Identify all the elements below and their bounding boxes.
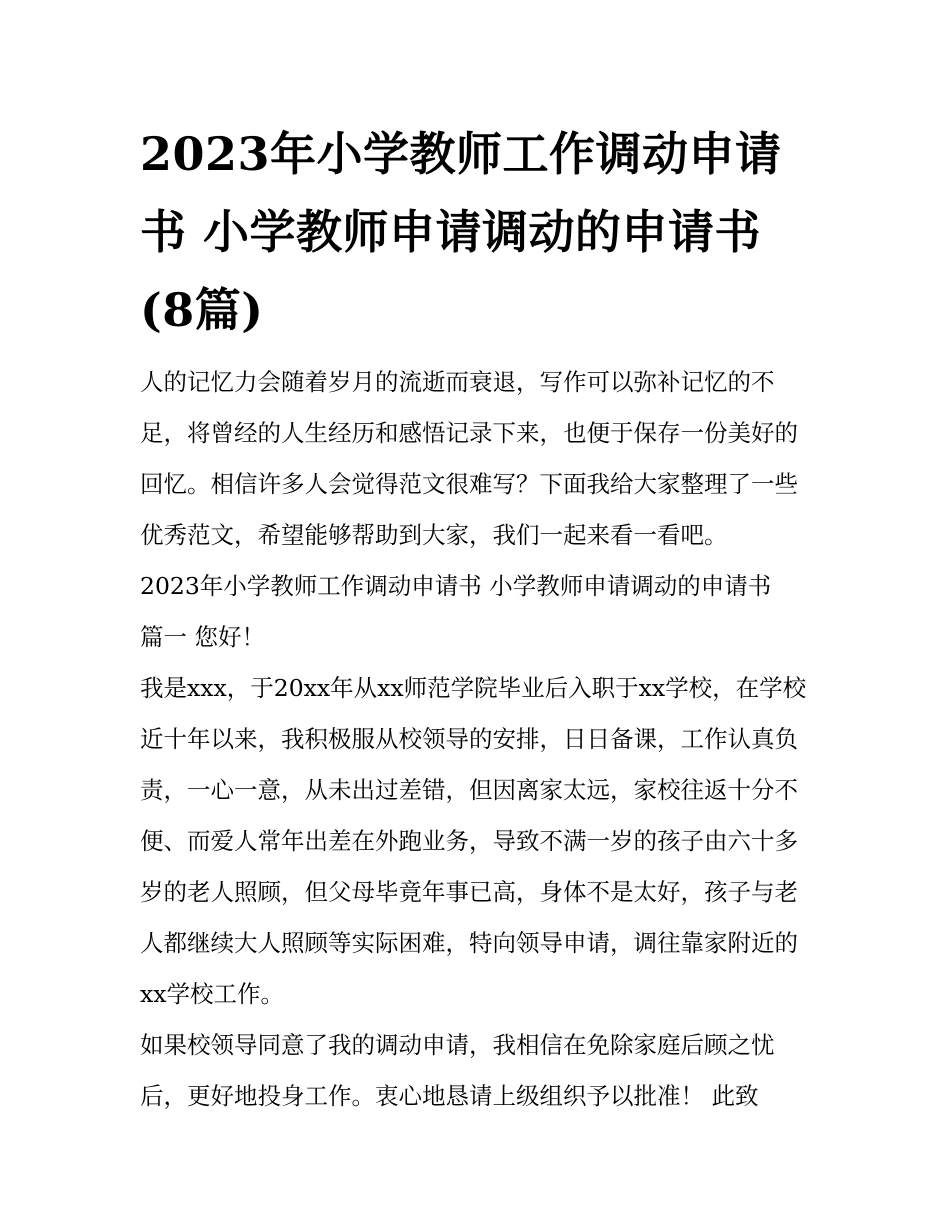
intro-paragraph: 人的记忆力会随着岁月的流逝而衰退，写作可以弥补记忆的不足，将曾经的人生经历和感悟记录下来，也便于保存一份美好的回忆。相信许多人会觉得范文很难写？下面我给大家整理了一些优秀范文，希望能够帮助到大家，我们一起来看一看吧。 [140, 368, 798, 549]
document-page [140, 115, 812, 1122]
closing-paragraph: 如果校领导同意了我的调动申请，我相信在免除家庭后顾之忧后，更好地投身工作。衷心地恳请上级组织予以批准！ 此致 [140, 1031, 775, 1110]
document-title: 2023年小学教师工作调动申请书 小学教师申请调动的申请书(8篇) [140, 127, 782, 337]
section-heading: 2023年小学教师工作调动申请书 小学教师申请调动的申请书 [140, 572, 772, 600]
body-paragraph: 我是xxx，于20xx年从xx师范学院毕业后入职于xx学校，在学校近十年以来，我积极服从校领导的安排，日日备课，工作认真负责，一心一意，从未出过差错，但因离家太远，家校往返十分不便、而爱人常年出差在外跑业务，导致不满一岁的孩子由六十多岁的老人照顾，但父母毕竟年事已高，身体不是太好，孩子与老人都继续大人照顾等实际困难，特向领导申请，调往靠家附近的xx学校工作。 [140, 674, 807, 1008]
document-body [140, 357, 812, 1122]
greeting-paragraph: 篇一 您好！ [140, 623, 265, 651]
